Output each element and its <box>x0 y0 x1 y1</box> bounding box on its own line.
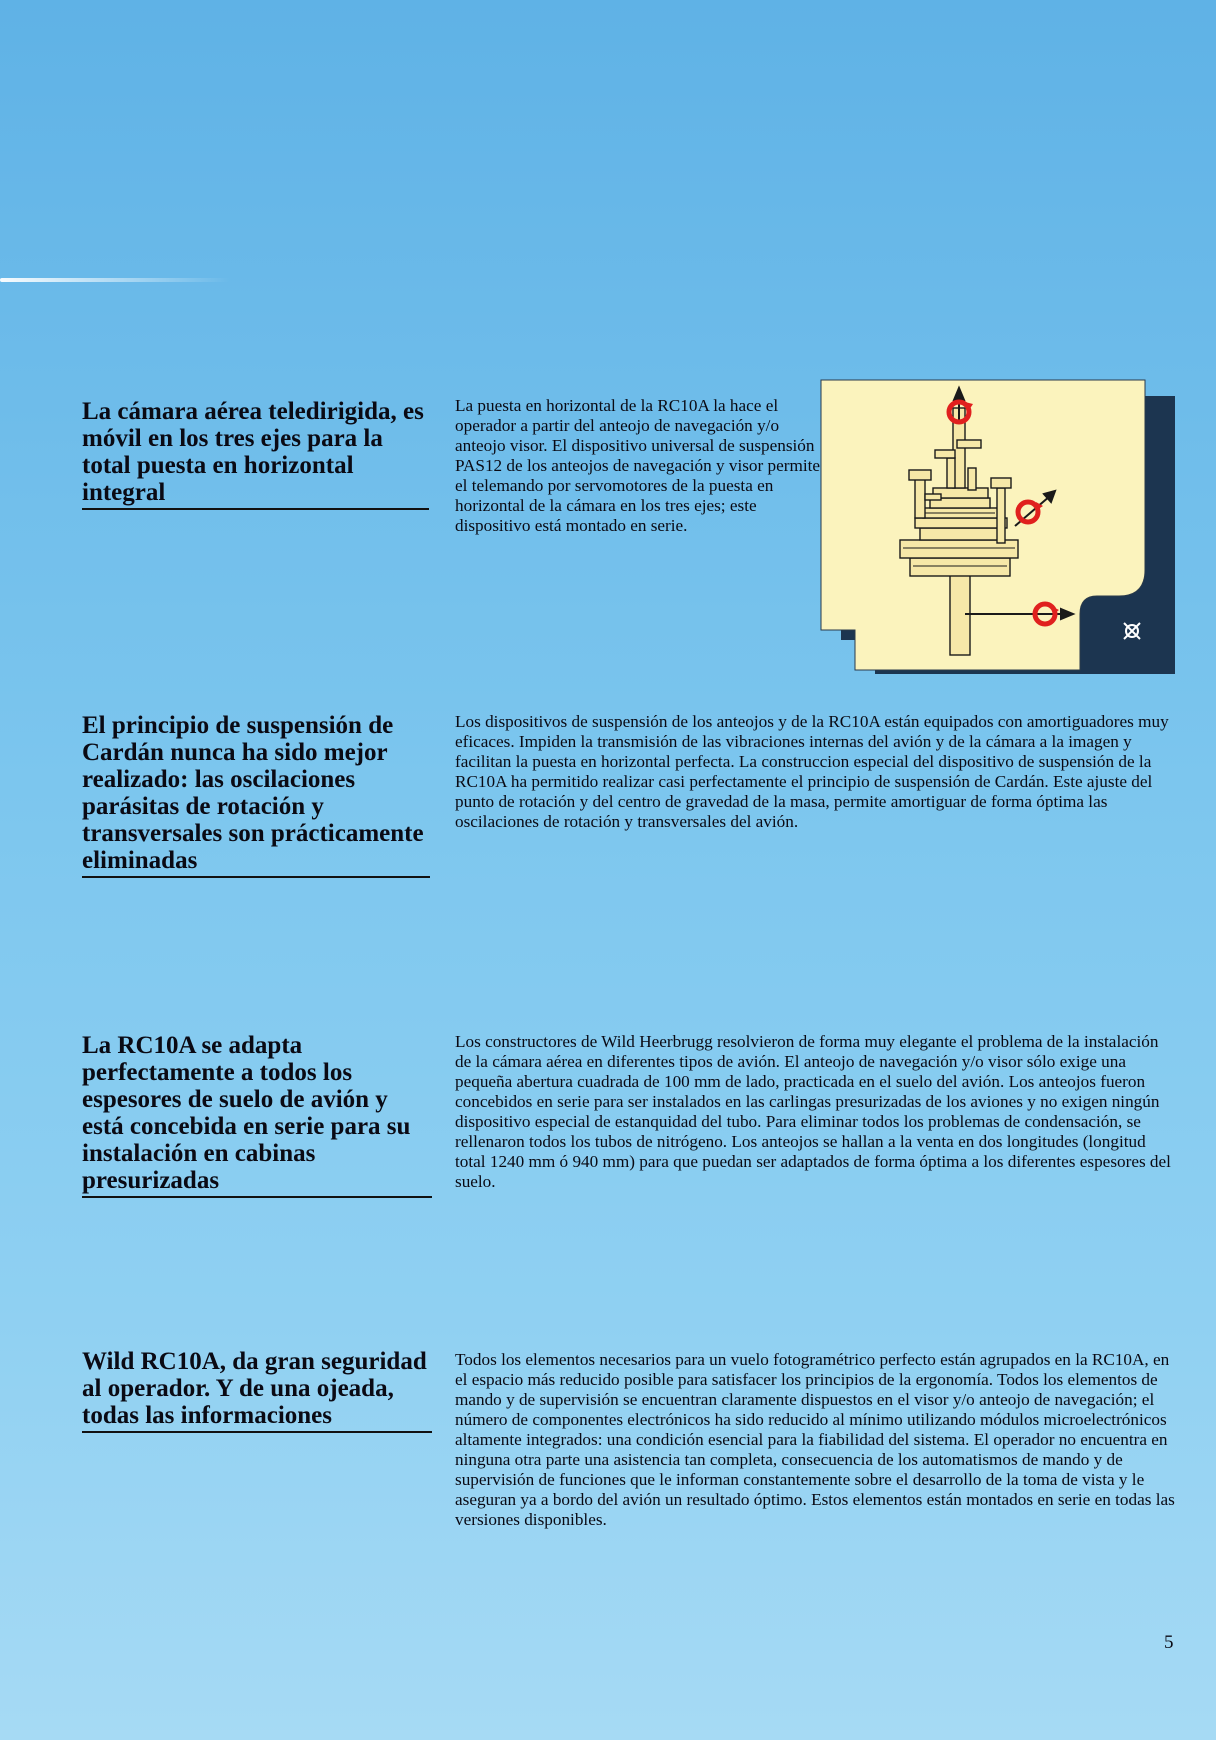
page-number: 5 <box>1164 1632 1174 1653</box>
section-heading-cardan: El principio de suspensión de Cardán nunca ha sido mejor realizado: las oscilaciones parásitas de rotación y transversales son prácticamente eliminadas <box>82 712 430 878</box>
section-heading-horizontal: La cámara aérea teledirigida, es móvil en los tres ejes para la total puesta en horizontal integral <box>82 398 429 510</box>
light-streak <box>0 278 230 282</box>
section-body-security: Todos los elementos necesarios para un vuelo fotogramétrico perfecto están agrupados en la RC10A, en el espacio más reducido posible para satisfacer los principios de la ergonomía. Todos los elementos de mando y de supervisión se encuentran claramente dispuestos en el visor y/o anteojo de navegación; el número de componentes electrónicos ha sido reducido al mínimo utilizando módulos microelectrónicos altamente integrados: una condición esencial para la fiabilidad del sistema. El operador no encuentra en ninguna otra parte una asistencia tan completa, consecuencia de los automatismos de mando y de supervisión de funciones que le informan constantemente sobre el desarrollo de la toma de vista y le aseguran ya a bordo del avión un resultado óptimo. Estos elementos están montados en serie en todas las versiones disponibles. <box>455 1350 1175 1529</box>
camera-mount-illustration <box>815 378 1185 678</box>
section-heading-security: Wild RC10A, da gran seguridad al operador. Y de una ojeada, todas las informaciones <box>82 1348 432 1433</box>
section-body-installation: Los constructores de Wild Heerbrugg resolvieron de forma muy elegante el problema de la instalación de la cámara aérea en diferentes tipos de avión. El anteojo de navegación y/o visor sólo exige una pequeña abertura cuadrada de 100 mm de lado, practicada en el suelo del avión. Los anteojos fueron concebidos en serie para ser instalados en las carlingas presurizadas de los aviones y no exigen ningún dispositivo especial de estanquidad del tubo. Para eliminar todos los problemas de condensación, se rellenaron todos los tubos de nitrógeno. Los anteojos se hallan a la venta en dos longitudes (longitud total 1240 mm ó 940 mm) para que puedan ser adaptados de forma óptima a los diferentes espesores del suelo. <box>455 1032 1171 1191</box>
section-body-horizontal: La puesta en horizontal de la RC10A la hace el operador a partir del anteojo de navegación y/o anteojo visor. El dispositivo universal de suspensión PAS12 de los anteojos de navegación y visor permite el telemando por servomotores de la puesta en horizontal de la cámara en los tres ejes; este dispositivo está montado en serie. <box>455 396 821 535</box>
section-body-cardan: Los dispositivos de suspensión de los anteojos y de la RC10A están equipados con amortiguadores muy eficaces. Impiden la transmisión de las vibraciones internas del avión y de la cámara a la imagen y facilitan la puesta en horizontal perfecta. La construccion especial del dispositivo de suspensión de la RC10A ha permitido realizar casi perfectamente el principio de suspensión de Cardán. Este ajuste del punto de rotación y del centro de gravedad de la masa, permite amortiguar de forma óptima las oscilaciones de rotación y transversales del avión. <box>455 712 1169 831</box>
section-heading-installation: La RC10A se adapta perfectamente a todos los espesores de suelo de avión y está concebida en serie para su instalación en cabinas presurizadas <box>82 1032 432 1198</box>
cardan-axis-symbol-icon <box>1124 623 1140 639</box>
